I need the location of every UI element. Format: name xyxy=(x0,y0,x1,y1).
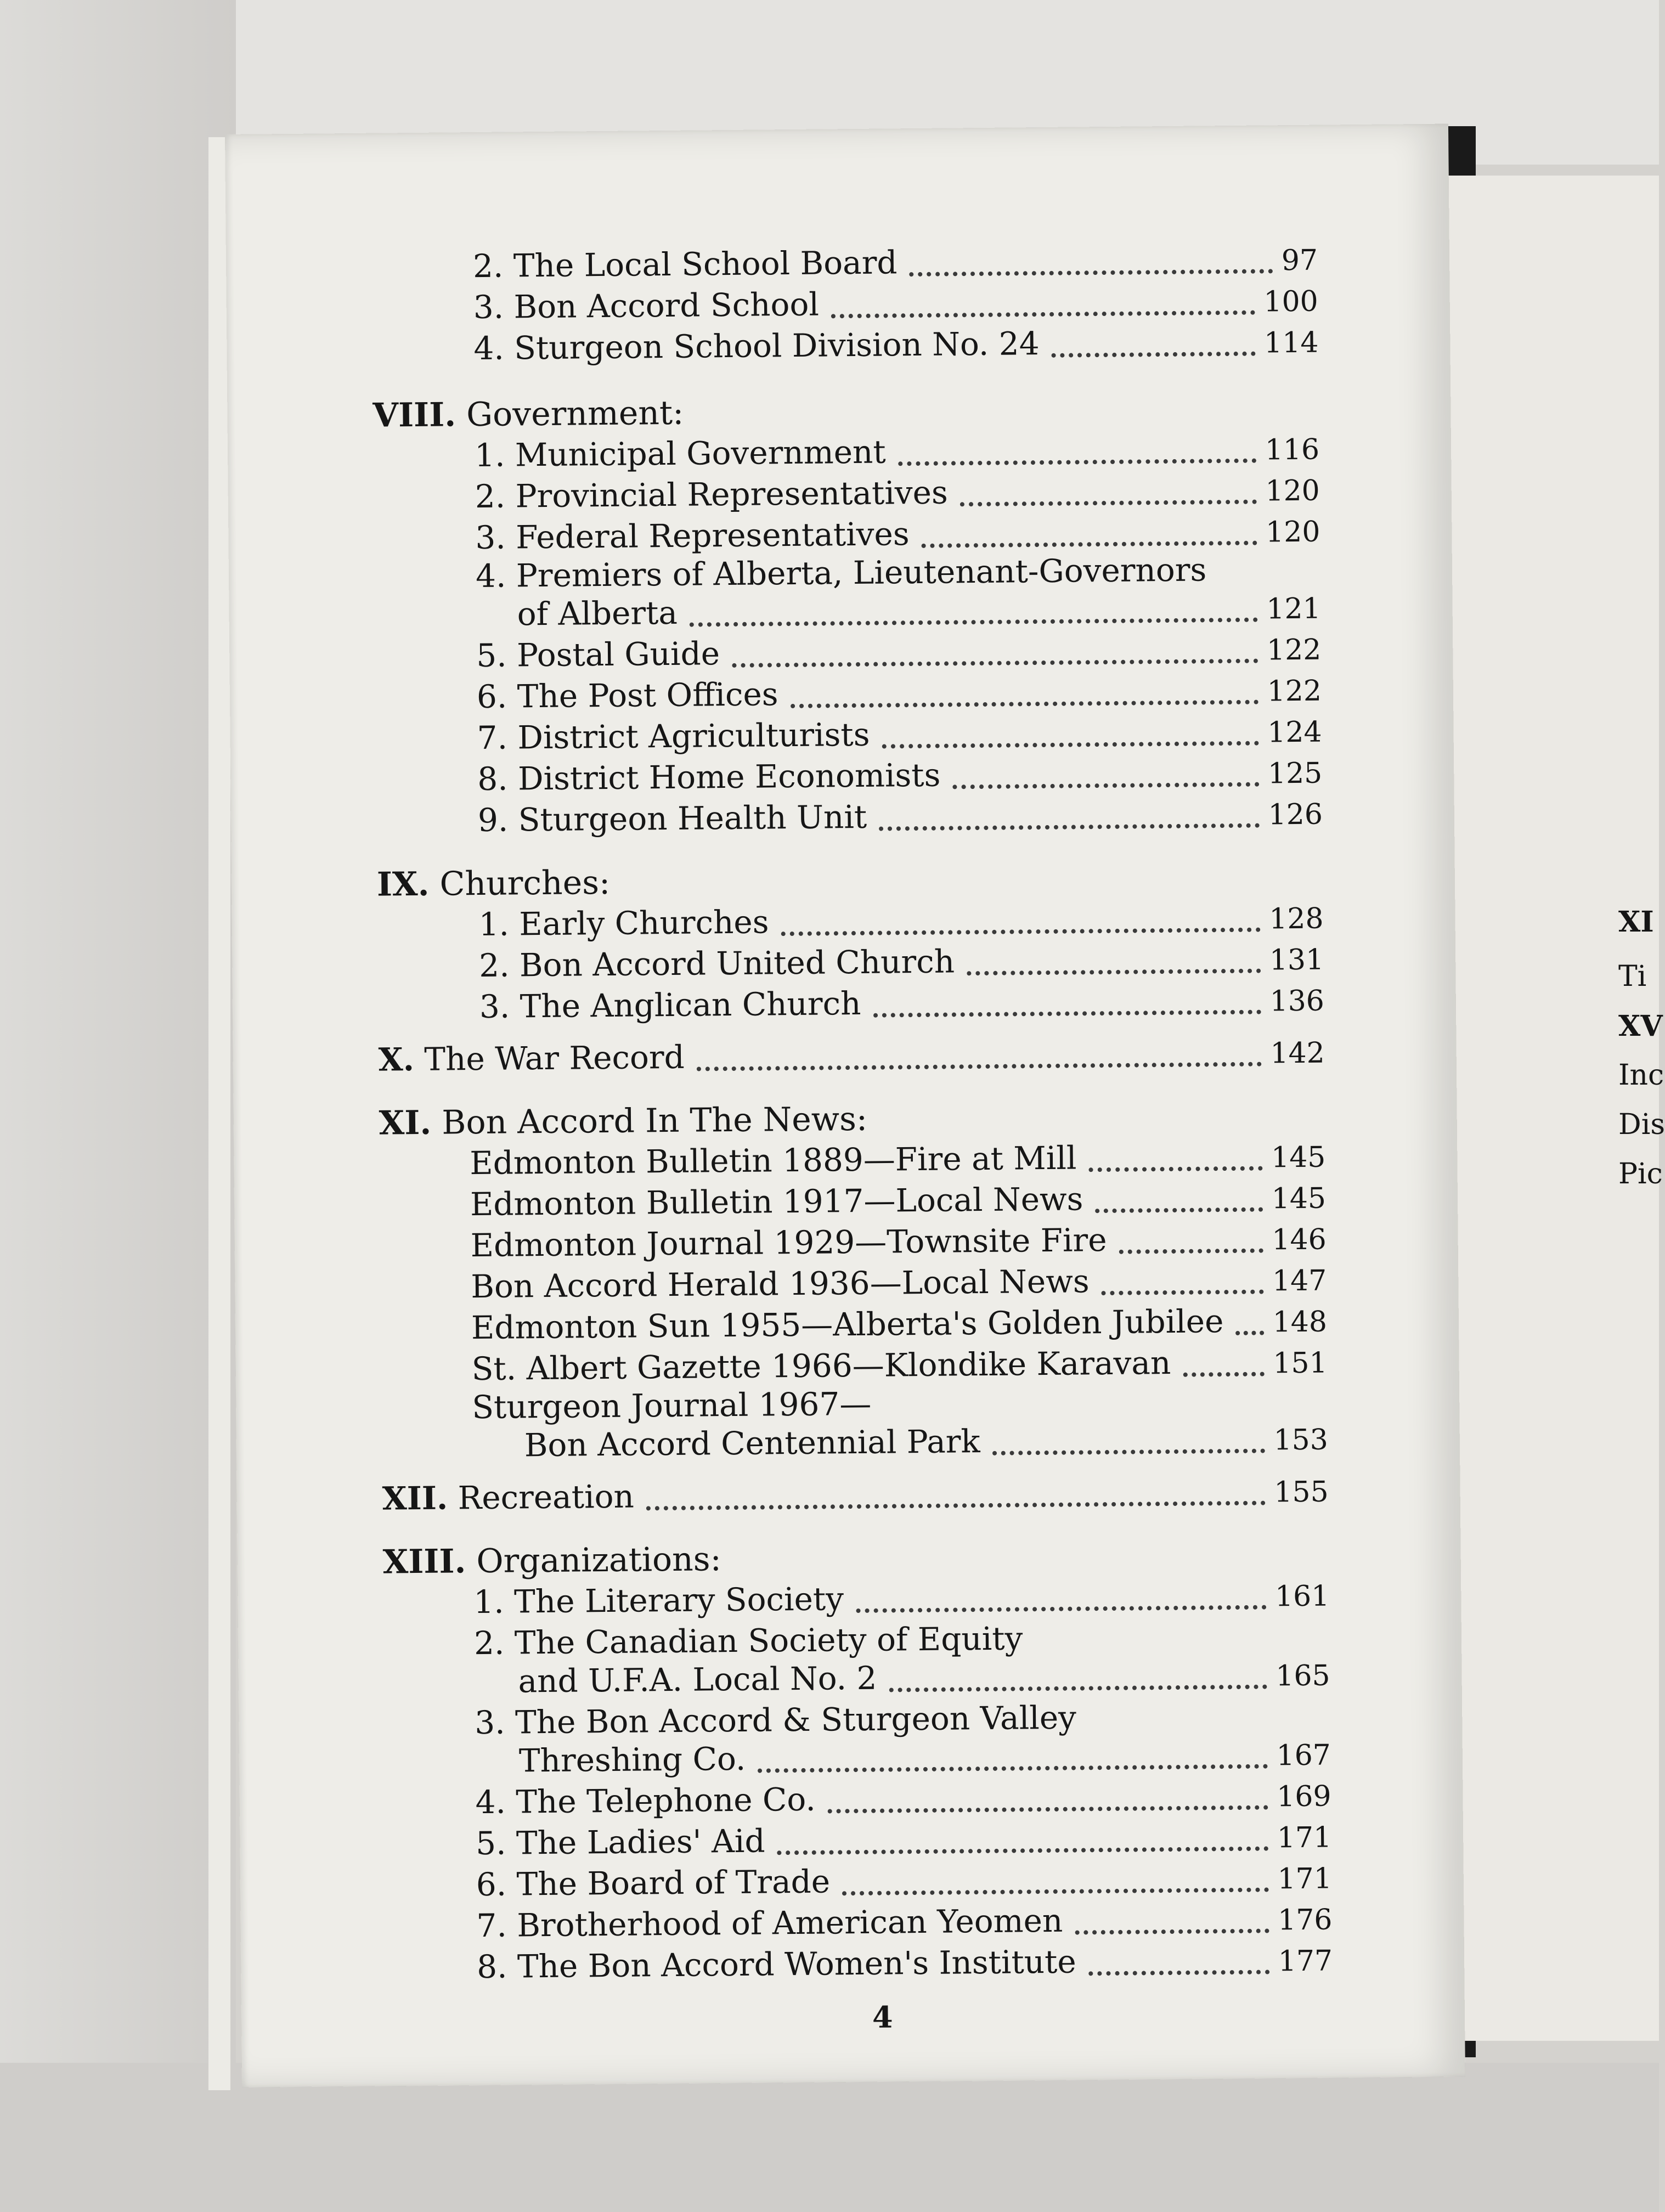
section-title: Recreation xyxy=(458,1477,635,1517)
dot-leader xyxy=(889,1685,1267,1692)
toc-entry xyxy=(471,1343,1328,1390)
toc-entry-label: 3. The Anglican Church xyxy=(479,984,861,1026)
toc-entry xyxy=(475,430,1320,476)
toc-entry-page: 145 xyxy=(1271,1182,1327,1216)
toc-entry xyxy=(477,1941,1333,1988)
toc-entry xyxy=(473,240,1318,287)
toc-entry-page: 146 xyxy=(1272,1223,1327,1257)
toc-entry-label: 1. The Literary Society xyxy=(473,1580,844,1621)
toc-entry xyxy=(470,1137,1326,1184)
toc-entry-page: 177 xyxy=(1278,1944,1333,1978)
dot-leader xyxy=(646,1501,1266,1511)
toc-entry xyxy=(470,1178,1327,1226)
facing-page-text: Ti xyxy=(1618,960,1647,993)
dot-leader xyxy=(1052,352,1256,358)
section-heading xyxy=(382,1540,721,1581)
toc-entry-page: 100 xyxy=(1263,285,1318,319)
toc-entry-page: 122 xyxy=(1266,633,1322,667)
toc-entry-label: 9. Sturgeon Health Unit xyxy=(477,798,867,839)
toc-entry-label: St. Albert Gazette 1966—Klondike Karavan xyxy=(471,1344,1171,1388)
toc-entry-label: and U.F.A. Local No. 2 xyxy=(518,1659,877,1700)
toc-entry xyxy=(473,323,1319,369)
dot-leader xyxy=(831,311,1255,319)
toc-entry-label: Edmonton Sun 1955—Alberta's Golden Jubilee xyxy=(471,1302,1224,1347)
dot-leader xyxy=(910,269,1273,276)
dot-leader xyxy=(882,741,1259,749)
toc-entry xyxy=(475,1776,1331,1824)
toc-entry-page: 161 xyxy=(1274,1579,1330,1613)
toc-entry xyxy=(478,794,1323,841)
toc-entry-page: 122 xyxy=(1267,674,1322,708)
dot-leader xyxy=(1119,1249,1263,1254)
toc-entry-label: Threshing Co. xyxy=(518,1740,746,1780)
toc-entry-label: 3. Federal Representatives xyxy=(475,515,910,557)
toc-entry xyxy=(470,1220,1327,1267)
dot-leader xyxy=(922,541,1257,548)
section-title: The War Record xyxy=(424,1038,685,1078)
toc-entry-page: 131 xyxy=(1269,943,1324,977)
facing-page-text: XV xyxy=(1618,1009,1663,1043)
toc-entry xyxy=(477,712,1322,759)
toc-entry-page: 121 xyxy=(1266,592,1321,626)
toc-entry-page: 167 xyxy=(1276,1739,1331,1773)
facing-page-text: XI xyxy=(1618,905,1654,939)
toc-entry-page: 120 xyxy=(1265,515,1320,549)
dot-leader xyxy=(952,782,1259,789)
toc-entry-page: 125 xyxy=(1267,757,1323,791)
toc-entry-page: 128 xyxy=(1269,902,1324,936)
section-title: Organizations: xyxy=(476,1540,722,1581)
facing-page-text: Dis xyxy=(1618,1108,1665,1141)
dot-leader xyxy=(697,1062,1262,1071)
section-number: VIII. xyxy=(372,396,456,435)
toc-entry-label: Bon Accord Herald 1936—Local News xyxy=(471,1262,1090,1306)
dot-leader xyxy=(791,700,1258,708)
toc-entry xyxy=(473,1576,1330,1623)
dot-leader xyxy=(992,1449,1265,1455)
toc-entry xyxy=(517,589,1321,635)
toc-entry-page: 169 xyxy=(1276,1780,1331,1814)
dot-leader xyxy=(777,1847,1268,1855)
toc-entry-label: Bon Accord Centennial Park xyxy=(524,1423,980,1464)
toc-entry-page: 147 xyxy=(1272,1264,1327,1298)
toc-entry xyxy=(479,981,1325,1028)
toc-entry-label: Edmonton Bulletin 1917—Local News xyxy=(470,1180,1083,1223)
dot-leader xyxy=(967,969,1261,976)
toc-entry-page: 116 xyxy=(1265,433,1320,467)
toc-entry-page: 120 xyxy=(1265,474,1320,508)
dot-leader xyxy=(1236,1331,1264,1335)
toc-entry xyxy=(476,1859,1333,1906)
toc-entry-page: 145 xyxy=(1271,1141,1326,1175)
toc-entry-page: 148 xyxy=(1272,1305,1328,1339)
dot-leader xyxy=(828,1805,1268,1814)
toc-entry-label: 8. District Home Economists xyxy=(477,756,941,798)
toc-entry-label: 6. The Post Offices xyxy=(476,675,778,716)
dot-leader xyxy=(1096,1207,1263,1214)
dot-leader xyxy=(856,1605,1266,1613)
page-number: 4 xyxy=(872,1999,893,2035)
section-number: IX. xyxy=(376,865,430,904)
toc-entry-page: 151 xyxy=(1273,1346,1328,1380)
toc-entry-page: 114 xyxy=(1263,326,1319,360)
dot-leader xyxy=(781,928,1261,936)
toc-entry-page: 171 xyxy=(1277,1862,1333,1896)
toc-entry-page: 97 xyxy=(1281,244,1318,278)
section-heading xyxy=(377,864,611,904)
dot-leader xyxy=(898,459,1256,466)
toc-entry xyxy=(477,671,1322,718)
toc-entry-page: 176 xyxy=(1277,1903,1333,1937)
dot-leader xyxy=(1088,1970,1269,1976)
dot-leader xyxy=(1089,1166,1263,1172)
toc-entry xyxy=(477,753,1323,800)
toc-entry-label: 4. Sturgeon School Division No. 24 xyxy=(473,325,1040,368)
section-number: XII. xyxy=(382,1479,448,1517)
toc-entry-label: Sturgeon Journal 1967— xyxy=(471,1385,872,1426)
toc-entry-label: 2. Provincial Representatives xyxy=(475,473,948,516)
toc-entry-page: 165 xyxy=(1275,1659,1330,1693)
toc-entry xyxy=(471,1302,1328,1349)
section-title: Churches: xyxy=(439,863,611,904)
toc-entry xyxy=(476,1818,1332,1865)
dot-leader xyxy=(1102,1290,1263,1296)
toc-entry-label: 1. Municipal Government xyxy=(474,433,886,475)
toc-page xyxy=(225,124,1465,2087)
section-title: Bon Accord In The News: xyxy=(442,1099,868,1142)
dot-leader xyxy=(732,659,1258,668)
toc-entry-label: of Alberta xyxy=(517,594,678,633)
section-number: XI. xyxy=(379,1103,432,1143)
toc-entry-page: 155 xyxy=(1274,1475,1329,1509)
facing-page xyxy=(1437,176,1665,2041)
facing-page-text: Pic xyxy=(1618,1158,1663,1190)
toc-entry xyxy=(378,1033,1325,1081)
dot-leader xyxy=(1075,1929,1269,1935)
toc-entry-label: Edmonton Bulletin 1889—Fire at Mill xyxy=(470,1139,1077,1182)
toc-entry xyxy=(475,471,1320,517)
toc-entry-label: 5. Postal Guide xyxy=(476,635,720,675)
toc-entry-label: 2. The Local School Board xyxy=(472,244,898,285)
toc-entry-page: 171 xyxy=(1277,1821,1332,1855)
dot-leader xyxy=(758,1764,1267,1773)
toc-entry-label: Edmonton Journal 1929—Townsite Fire xyxy=(470,1221,1107,1265)
toc-entry xyxy=(478,899,1324,945)
section-number: XIII. xyxy=(382,1542,466,1582)
dot-leader xyxy=(960,500,1257,507)
toc-entry xyxy=(473,281,1318,328)
dot-leader xyxy=(690,618,1257,627)
section-heading xyxy=(372,394,684,435)
toc-entry xyxy=(476,1900,1333,1947)
toc-entry-page: 126 xyxy=(1268,798,1323,832)
toc-entry xyxy=(471,1261,1327,1308)
toc-entry xyxy=(518,1656,1330,1702)
section-number: X. xyxy=(378,1041,415,1079)
toc-entry-label: 7. Brotherhood of American Yeomen xyxy=(476,1901,1063,1945)
toc-entry-label: 6. The Board of Trade xyxy=(476,1863,831,1904)
toc-entry-label: 3. The Bon Accord & Sturgeon Valley xyxy=(474,1699,1077,1742)
section-heading xyxy=(379,1100,867,1143)
dot-leader xyxy=(1183,1372,1264,1377)
facing-page-text: Inc xyxy=(1618,1059,1664,1092)
dot-leader xyxy=(879,823,1259,831)
toc-entry-label: 5. The Ladies' Aid xyxy=(475,1822,765,1863)
toc-entry-label: 2. Bon Accord United Church xyxy=(478,943,955,985)
toc-entry-label: 2. The Canadian Society of Equity xyxy=(473,1620,1023,1662)
toc-entry-page: 124 xyxy=(1267,715,1322,749)
toc-entry-label: 7. District Agriculturists xyxy=(477,715,870,757)
toc-entry xyxy=(519,1735,1331,1782)
toc-entry-label: 4. Premiers of Alberta, Lieutenant-Governors xyxy=(475,551,1207,595)
section-title: Government: xyxy=(466,393,684,435)
toc-entry xyxy=(524,1420,1329,1466)
toc-entry-label: 1. Early Churches xyxy=(478,903,769,944)
toc-entry-label: 8. The Bon Accord Women's Institute xyxy=(476,1943,1076,1986)
toc-entry-page: 153 xyxy=(1273,1423,1329,1457)
toc-entry-label: 3. Bon Accord School xyxy=(473,285,820,326)
dot-leader xyxy=(842,1888,1269,1896)
dot-leader xyxy=(873,1010,1261,1018)
toc-entry-page: 142 xyxy=(1270,1036,1325,1070)
toc-entry-page: 136 xyxy=(1269,984,1325,1018)
toc-entry xyxy=(479,940,1324,986)
toc-entry xyxy=(382,1472,1329,1520)
background-table-left xyxy=(0,0,236,2212)
toc-entry-label: 4. The Telephone Co. xyxy=(475,1780,816,1821)
toc-entry xyxy=(476,630,1322,676)
